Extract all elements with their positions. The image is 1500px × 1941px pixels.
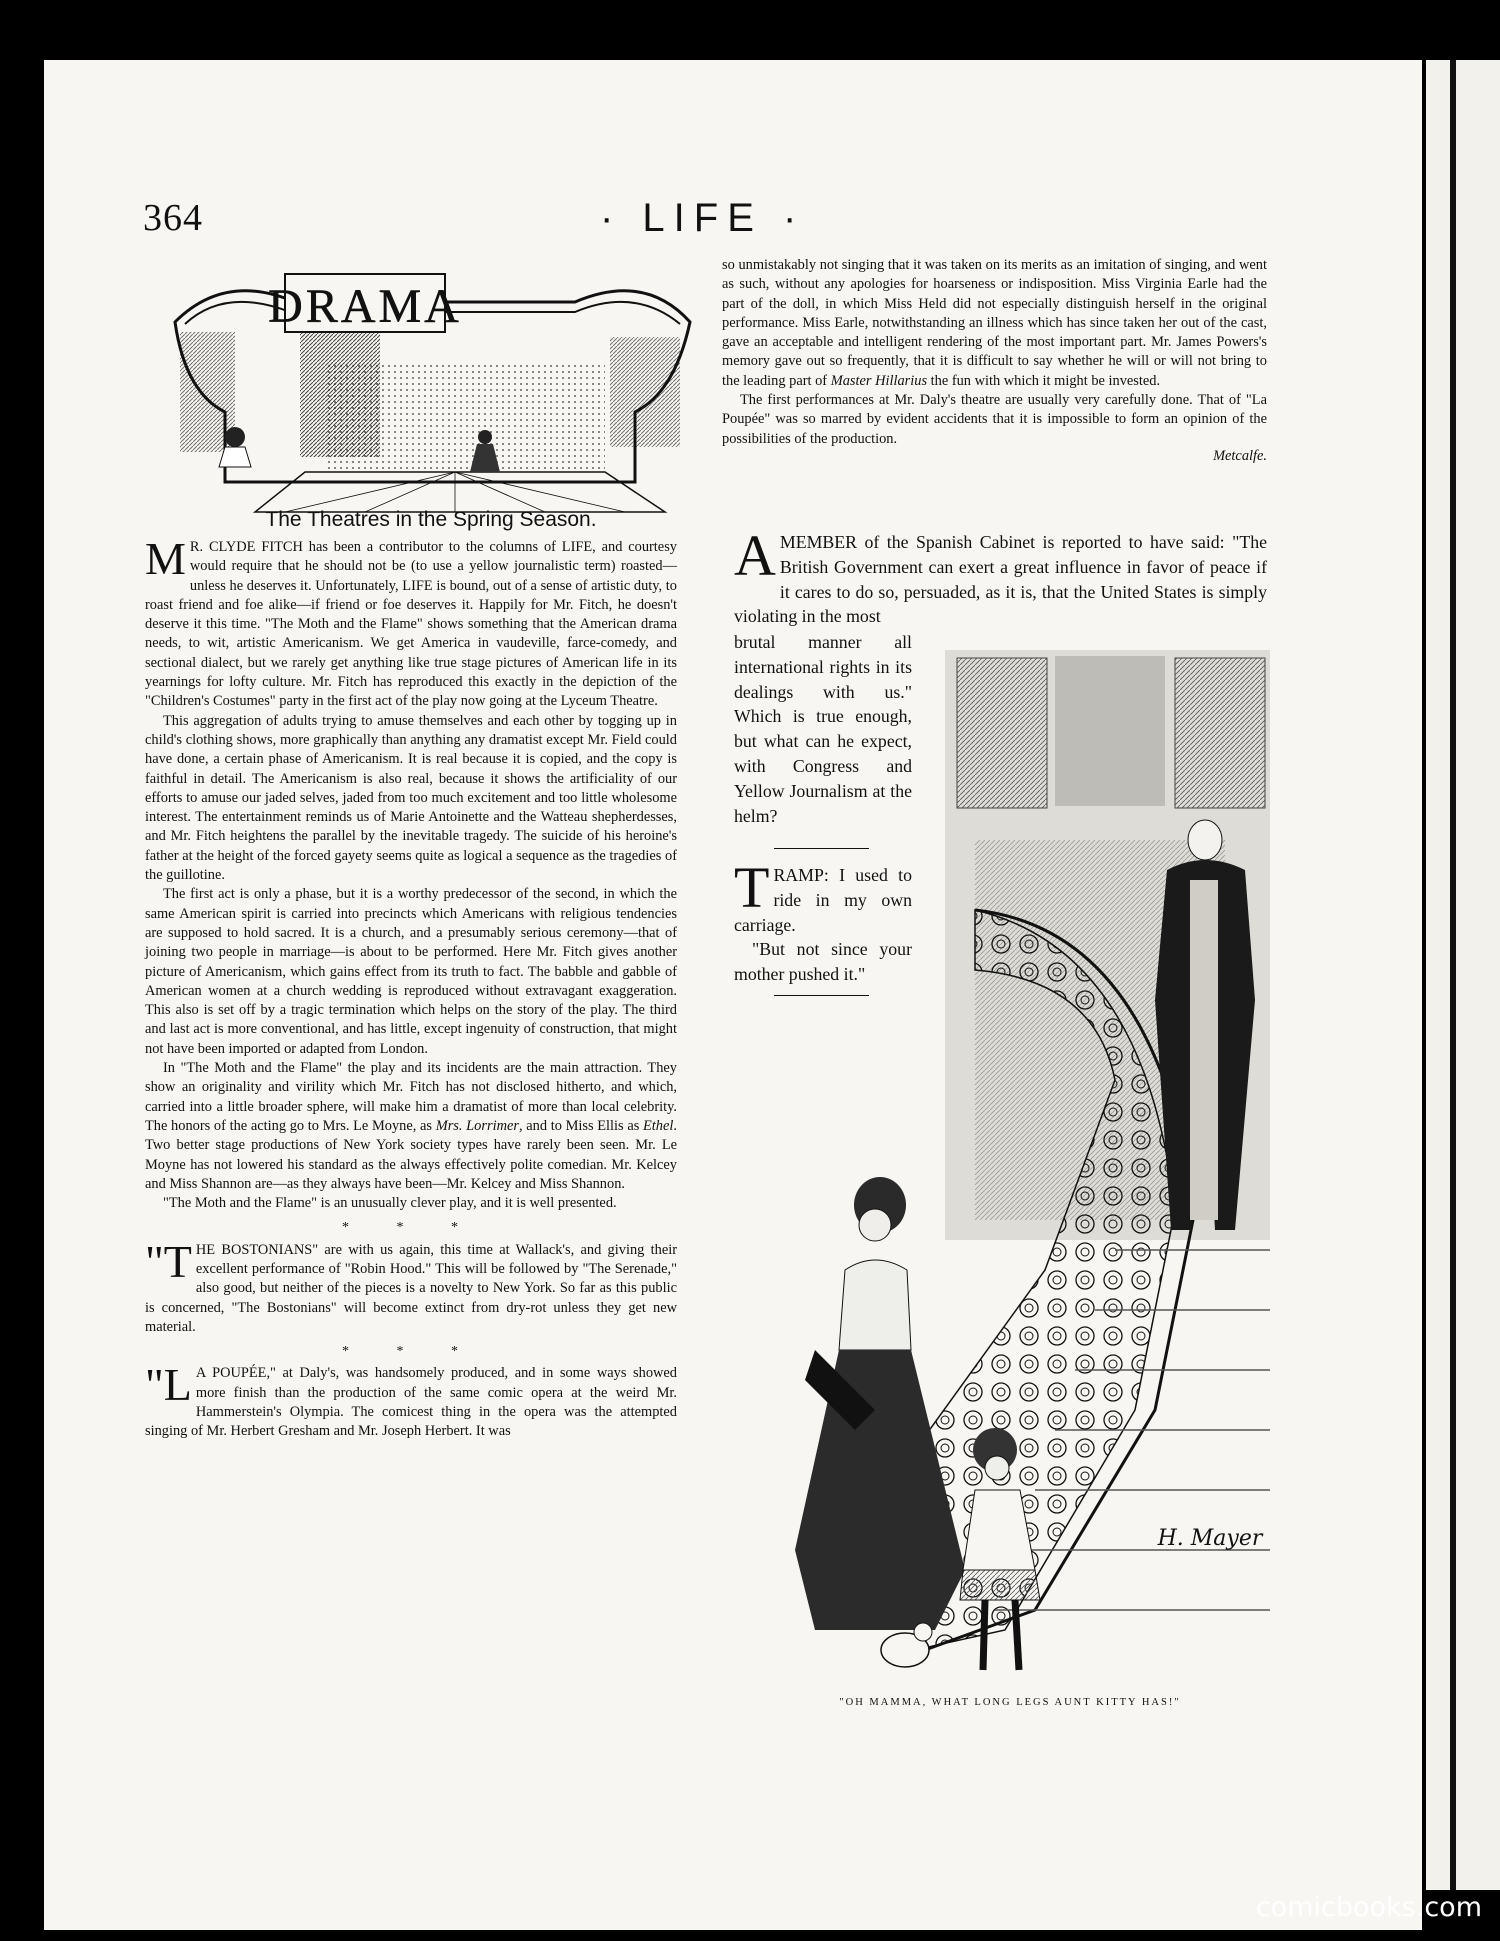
drop-cap: M: [145, 533, 186, 584]
section-separator: * * *: [342, 1344, 480, 1360]
binding-shadow: [1450, 60, 1456, 1890]
article-paragraph: This aggregation of adults trying to amuse themselves and each other by togging up in child's clothing shows, more graphically than anything any dramatist except Mr. Field could have done, a certain phase of Americanism. It is real because it is copied, and the copy is faithful in detail. The Americanism is also real, because it shows the artificiality of our efforts to amuse our jaded selves, jaded from too much excitement and too little wholesome interest. The entertainment reminds us of Marie Antoinette and the Watteau shepherdesses, and Mr. Fitch heightens the parallel by the inevitable tragedy. The suicide of his heroine's father at the height of the forced gayety seems quite as logical a sequence as the tragedies of the guillotine.: [145, 712, 677, 884]
section-title: The Theatres in the Spring Season.: [265, 508, 597, 531]
drop-cap: A: [734, 523, 776, 588]
paragraph-text: R. CLYDE FITCH has been a contributor to the columns of LIFE, and courtesy would require that he should not be (to use a yellow journalistic term) roasted—unless he deserves it. Unfortunately, LIFE is bound, out of a sense of artistic duty, to roast friend and foe alike—if friend or foe deserves it. Happily for Mr. Fitch, he doesn't deserve it this time. "The Moth and the Flame" shows something that the American drama needs, to wit, artistic Americanism. We get America in vaudeville, farce-comedy, and sectional dialect, but we rarely get anything like true stage pictures of American life in its yearnings for lofty culture. Mr. Fitch has reproduced this exactly in the depiction of the "Children's Costumes" party in the first act of the play now going at the Lyceum Theatre.: [145, 539, 677, 710]
spanish-cabinet-item: [734, 523, 1267, 629]
drama-banner-illustration: [165, 262, 700, 520]
article-paragraph: [145, 1059, 677, 1194]
drop-cap-letter: T: [163, 1235, 192, 1287]
author-signature: Metcalfe.: [1213, 447, 1267, 464]
page-number: 364: [143, 197, 203, 239]
role-name: Ethel: [643, 1117, 674, 1134]
article-paragraph: The first act is only a phase, but it is a worthy predecessor of the second, in which the same American spirit is carried into precincts which Americans with religious tendencies are supposed to hold sacred. It is a church, and a presumably serious ceremony—that of joining two people in marriage—is about to be performed. Here Mr. Fitch gives another picture of Americanism, which gains effect from its truth to fact. The babble and gabble of American women at a church wedding is reproduced without extravagant exaggeration. This also is set off by a tragic termination which helps on the story of the play. The third and last act is more conventional, and has little, except ingenuity of construction, that might not have been imported or adapted from London.: [145, 886, 677, 1057]
item-text: brutal manner all international rights in its dealings with us." Which is true enough, but what can he expect, with Congress and Yellow Journalism at the helm?: [734, 632, 912, 826]
item-text: [734, 523, 1267, 629]
joke-line: "But not since your mother pushed it.": [734, 939, 912, 985]
article-paragraph: [722, 256, 1267, 391]
drama-heading: DRAMA: [268, 280, 462, 333]
paragraph-text: RAMP: I used to ride in my own carriage.: [734, 865, 912, 935]
paragraph-text: so unmistakably not singing that it was taken on its merits as an imitation of singing, and went as such, without any apologies for hoarseness or indisposition. Miss Virginia Earle had the part of the doll, in which Miss Held did not especially distinguish herself in the original performance. Miss Earle, notwithstanding an illness which has since taken her out of the cast, gave an acceptable and intelligent rendering of the most important part. Mr. James Powers's memory gave out so frequently, that it is difficult to say whether he will or will not bring to the leading part of: [722, 257, 1267, 389]
illustration-caption: "OH MAMMA, WHAT LONG LEGS AUNT KITTY HAS!": [839, 1697, 1181, 1708]
staircase-illustration: [735, 650, 1270, 1695]
paragraph-text: , and to Miss Ellis as: [518, 1117, 643, 1134]
open-quote: ": [145, 1235, 164, 1287]
drama-article-column: [145, 533, 677, 1442]
paragraph-text: MEMBER of the Spanish Cabinet is reported to have said: "The British Government can exert a great influence in favor of peace if it cares to do so, persuaded, as it is, that the United States is simply violating in the most: [734, 532, 1267, 627]
paragraph-text: HE BOSTONIANS" are with us again, this time at Wallack's, and giving their excellent performance of "Robin Hood." This will be followed by "The Serenade," also good, but neither of the pieces is a novelty to New York. So far as this public is concerned, "The Bostonians" will become extinct from dry-rot unless they get new material.: [145, 1241, 677, 1335]
poupee-paragraph: [145, 1359, 677, 1441]
adjacent-page-edge: [1426, 60, 1500, 1890]
drop-cap: T: [734, 855, 770, 920]
drop-cap: [145, 1359, 192, 1411]
paragraph-text: the fun with which it might be invested.: [927, 372, 1161, 389]
paragraph-text: In "The Moth and the Flame" the play and its incidents are the main attraction. They show an originality and virility which Mr. Fitch has not disclosed hitherto, and which, carried into a little broader sphere, will make him a dramatist of more than local celebrity. The honors of the acting go to Mrs. Le Moyne, as: [145, 1060, 677, 1134]
drop-cap-letter: L: [163, 1359, 192, 1411]
watermark: comicbooks.com: [1255, 1892, 1482, 1923]
article-paragraph: The first performances at Mr. Daly's theatre are usually very carefully done. That of "La Poupée" was so marred by evident accidents that it is impossible to form an opinion of the possibilities of the production.: [722, 392, 1267, 447]
paragraph-text: . Two better stage productions of New York society types have rarely been seen. Mr. Le Moyne has not lowered his standard as the always effectively polite comedian. Mr. Kelcey and Miss Shannon are—as they always have been—Mr. Kelcey and Miss Shannon.: [145, 1117, 677, 1192]
paragraph-text: A POUPÉE," at Daly's, was handsomely produced, and in some ways showed more finish than the production of the same comic opera at the weird Mr. Hammerstein's Olympia. The comicest thing in the opera was the attempted singing of Mr. Herbert Gresham and Mr. Joseph Herbert. It was: [145, 1365, 677, 1440]
article-paragraph: [145, 533, 677, 712]
role-name: Mrs. Lorrimer: [435, 1117, 519, 1134]
article-paragraph: "The Moth and the Flame" is an unusually clever play, and it is well presented.: [163, 1195, 617, 1212]
section-separator: * * *: [342, 1220, 480, 1236]
artist-signature: H. Mayer: [1157, 1526, 1263, 1551]
magazine-title: · LIFE ·: [600, 196, 806, 240]
open-quote: ": [145, 1359, 164, 1411]
role-name: Master Hillarius: [830, 372, 928, 389]
drop-cap: [145, 1235, 192, 1287]
article-continuation: [722, 256, 1267, 466]
bostonians-paragraph: [145, 1235, 677, 1337]
